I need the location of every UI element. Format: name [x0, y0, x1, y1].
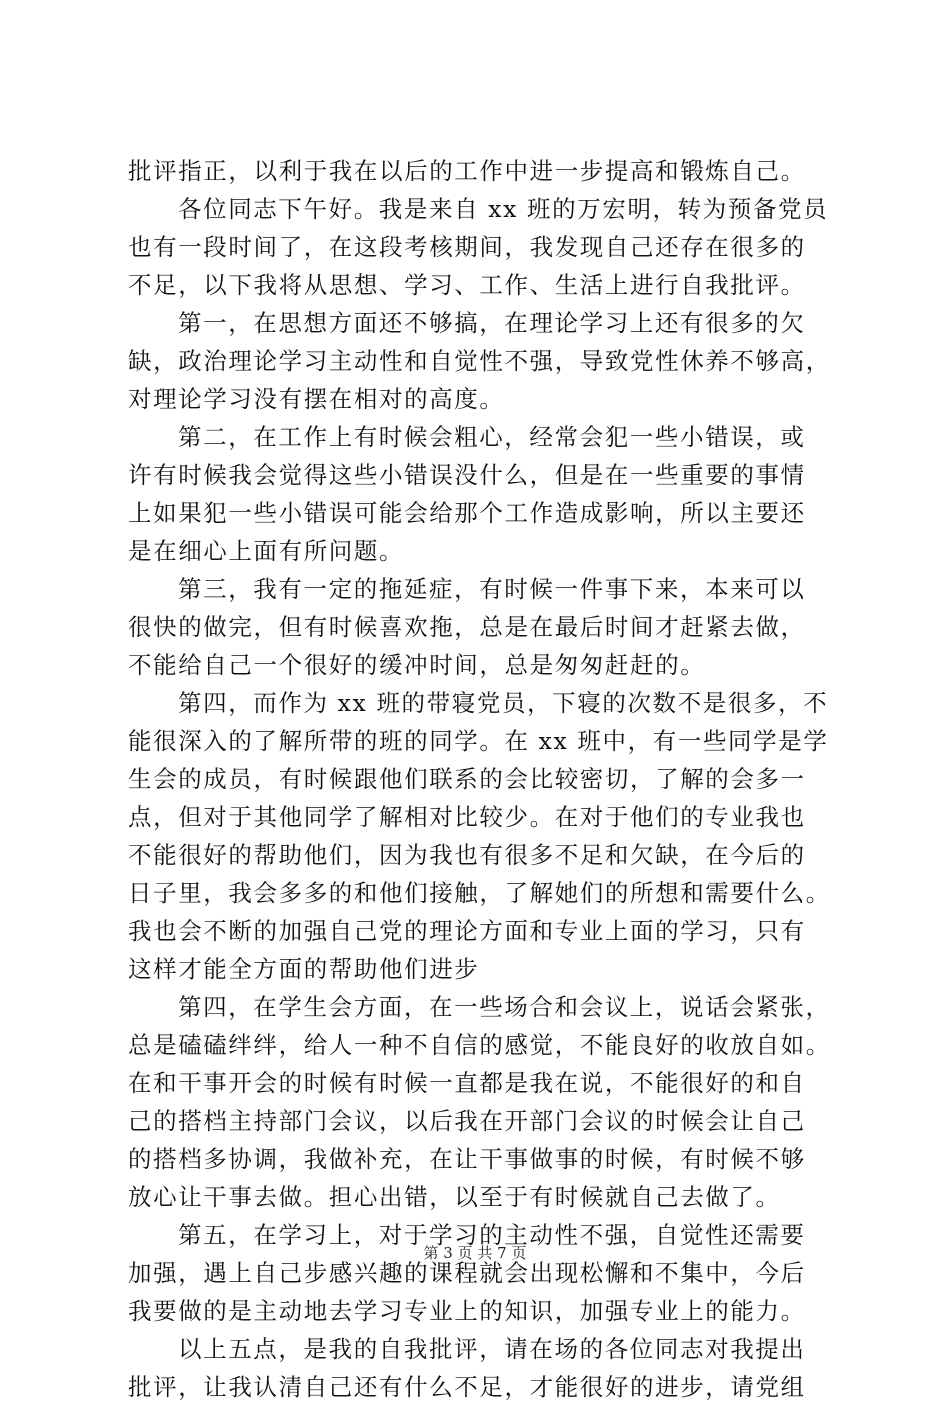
- document-body: [128, 152, 832, 1406]
- text-line: 这样才能全方面的帮助他们进步: [128, 955, 480, 983]
- text-line: 是在细心上面有所问题。: [128, 537, 405, 565]
- text-line: 在和干事开会的时候有时候一直都是我在说，不能很好的和自: [128, 1069, 806, 1097]
- text-line: 能很深入的了解所带的班的同学。在 xx 班中，有一些同学是学: [128, 727, 829, 755]
- text-line: 点，但对于其他同学了解相对比较少。在对于他们的专业我也: [128, 803, 806, 831]
- text-line: 我也会不断的加强自己党的理论方面和专业上面的学习，只有: [128, 917, 806, 945]
- page-footer: 第 3 页 共 7 页: [423, 1244, 527, 1262]
- text-line: 第四，而作为 xx 班的带寝党员，下寝的次数不是很多，不: [178, 689, 829, 717]
- text-line: 第二，在工作上有时候会粗心，经常会犯一些小错误，或: [178, 423, 806, 451]
- text-line: 缺，政治理论学习主动性和自觉性不强，导致党性休养不够高，: [128, 347, 831, 375]
- text-line: 批评，让我认清自己还有什么不足，才能很好的进步，请党组: [128, 1373, 806, 1401]
- text-line: 不能很好的帮助他们，因为我也有很多不足和欠缺，在今后的: [128, 841, 806, 869]
- text-line: 我要做的是主动地去学习专业上的知识，加强专业上的能力。: [128, 1297, 806, 1325]
- text-line: 第五，在学习上，对于学习的主动性不强，自觉性还需要: [178, 1221, 806, 1249]
- text-line: 很快的做完，但有时候喜欢拖，总是在最后时间才赶紧去做，: [128, 613, 806, 641]
- text-line: 不能给自己一个很好的缓冲时间，总是匆匆赶赶的。: [128, 651, 706, 679]
- text-line: 不足，以下我将从思想、学习、工作、生活上进行自我批评。: [128, 271, 806, 299]
- text-line: 的搭档多协调，我做补充，在让干事做事的时候，有时候不够: [128, 1145, 806, 1173]
- text-line: 第四，在学生会方面，在一些场合和会议上，说话会紧张，: [178, 993, 831, 1021]
- text-line: 生会的成员，有时候跟他们联系的会比较密切，了解的会多一: [128, 765, 806, 793]
- text-line: 各位同志下午好。我是来自 xx 班的万宏明，转为预备党员: [178, 195, 829, 223]
- text-line: 批评指正，以利于我在以后的工作中进一步提高和锻炼自己。: [128, 157, 806, 185]
- text-line: 己的搭档主持部门会议，以后我在开部门会议的时候会让自己: [128, 1107, 806, 1135]
- text-line: 放心让干事去做。担心出错，以至于有时候就自己去做了。: [128, 1183, 781, 1211]
- text-line: 上如果犯一些小错误可能会给那个工作造成影响，所以主要还: [128, 499, 806, 527]
- text-line: 也有一段时间了，在这段考核期间，我发现自己还存在很多的: [128, 233, 806, 261]
- text-line: 对理论学习没有摆在相对的高度。: [128, 385, 505, 413]
- text-line: 日子里，我会多多的和他们接触，了解她们的所想和需要什么。: [128, 879, 831, 907]
- text-line: 加强，遇上自己步感兴趣的课程就会出现松懈和不集中，今后: [128, 1259, 806, 1287]
- text-line: 第三，我有一定的拖延症，有时候一件事下来，本来可以: [178, 575, 806, 603]
- text-line: 以上五点，是我的自我批评，请在场的各位同志对我提出: [178, 1335, 806, 1363]
- text-line: 第一，在思想方面还不够搞，在理论学习上还有很多的欠: [178, 309, 806, 337]
- text-line: 总是磕磕绊绊，给人一种不自信的感觉，不能良好的收放自如。: [128, 1031, 831, 1059]
- text-line: 许有时候我会觉得这些小错误没什么，但是在一些重要的事情: [128, 461, 806, 489]
